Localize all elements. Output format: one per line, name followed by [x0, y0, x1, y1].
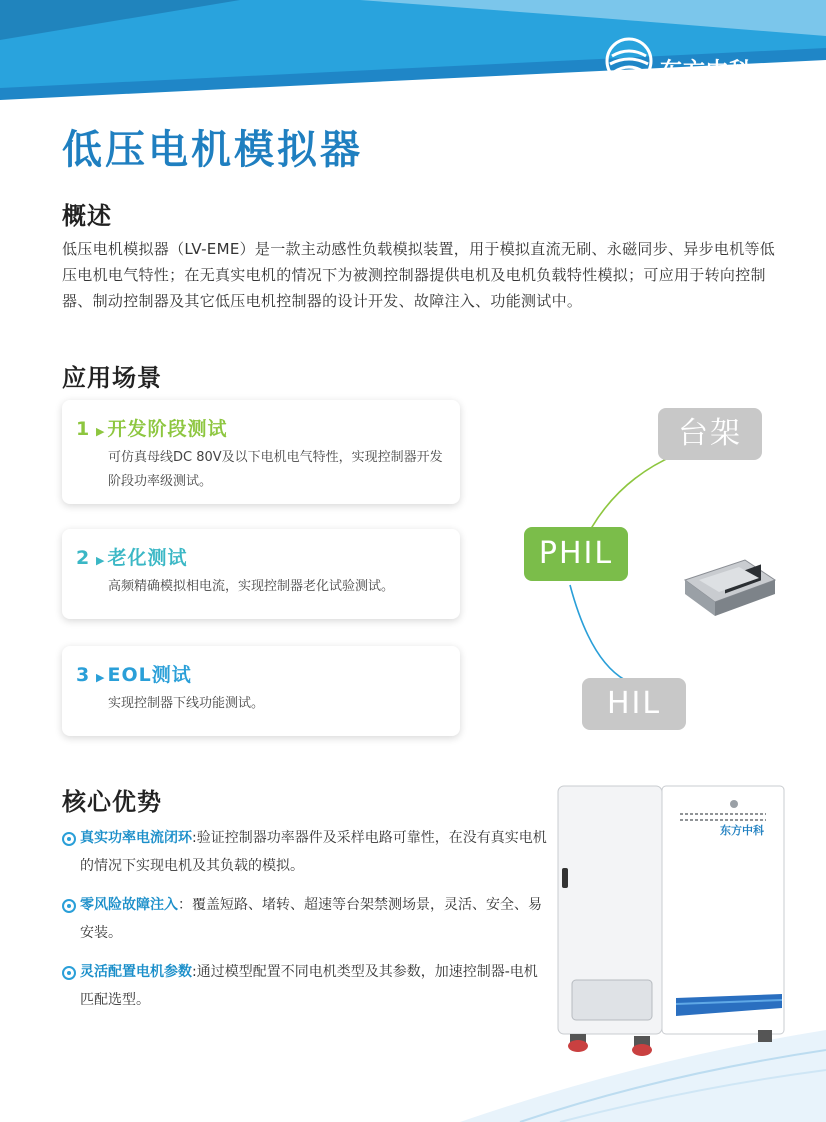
triangle-icon: ▶ — [96, 671, 106, 684]
applications-heading: 应用场景 — [62, 364, 162, 392]
overview-heading: 概述 — [62, 202, 112, 230]
advantage-3-key: 灵活配置电机参数 — [80, 964, 192, 980]
arc-bottom — [570, 585, 625, 680]
advantage-1-key: 真实功率电流闭环 — [80, 830, 192, 846]
advantages-heading: 核心优势 — [62, 788, 162, 816]
app-card-2-text: 高频精确模拟相电流，实现控制器老化试验测试。 — [108, 579, 395, 594]
advantage-3-text: :通过模型配置不同电机类型及其参数，加速控制器-电机匹配选型。 — [80, 964, 538, 1008]
brand-logo-text: 东方中科 — [660, 59, 753, 84]
app-card-3-text: 实现控制器下线功能测试。 — [108, 696, 265, 711]
app-card-2 — [62, 529, 460, 619]
triangle-icon: ▶ — [96, 425, 106, 438]
controller-module-image — [685, 560, 775, 616]
tag-hil: HIL — [582, 678, 686, 730]
advantage-1 — [80, 824, 550, 880]
app-card-1-title — [76, 414, 227, 441]
app-card-2-title-text: 老化测试 — [107, 547, 188, 569]
logo-icon — [604, 36, 654, 86]
triangle-icon: ▶ — [96, 554, 106, 567]
app-card-1-number: 1 — [76, 418, 91, 440]
advantage-1-text: :验证控制器功率器件及采样电路可靠性，在没有真实电机的情况下实现电机及其负载的模拟。 — [80, 830, 547, 874]
app-card-1-text: 可仿真母线DC 80V及以下电机电气特性，实现控制器开发阶段功率级测试。 — [108, 450, 443, 489]
tag-bench: 台架 — [658, 408, 762, 460]
app-card-3-number: 3 — [76, 664, 91, 686]
advantage-2-text: ：覆盖短路、堵转、超速等台架禁测场景，灵活、安全、易安装。 — [80, 897, 542, 941]
page-title: 低压电机模拟器 — [62, 127, 363, 173]
bullet-icon — [62, 899, 76, 913]
app-card-3-title — [76, 660, 192, 687]
advantage-3 — [80, 958, 550, 1014]
bullet-icon — [62, 832, 76, 846]
app-card-1 — [62, 400, 460, 504]
app-card-1-title-text: 开发阶段测试 — [107, 418, 228, 440]
app-card-2-number: 2 — [76, 547, 91, 569]
cabinet-logo-text: 东方中科 — [720, 824, 764, 837]
app-card-2-title — [76, 543, 187, 570]
advantage-2-key: 零风险故障注入 — [80, 897, 178, 913]
app-card-3-title-text: EOL测试 — [107, 664, 192, 686]
overview-text: 低压电机模拟器（LV-EME）是一款主动感性负载模拟装置，用于模拟直流无刷、永磁同步、异步电机等低压电机电气特性；在无真实电机的情况下为被测控制器提供电机及电机负载特性模拟；可应用于转向控制器、制动控制器及其它低压电机控制器的设计开发、故障注入、功能测试中。 — [62, 240, 776, 310]
advantage-2 — [80, 891, 550, 947]
bullet-icon — [62, 966, 76, 980]
tag-phil: PHIL — [524, 527, 628, 581]
app-card-3 — [62, 646, 460, 736]
